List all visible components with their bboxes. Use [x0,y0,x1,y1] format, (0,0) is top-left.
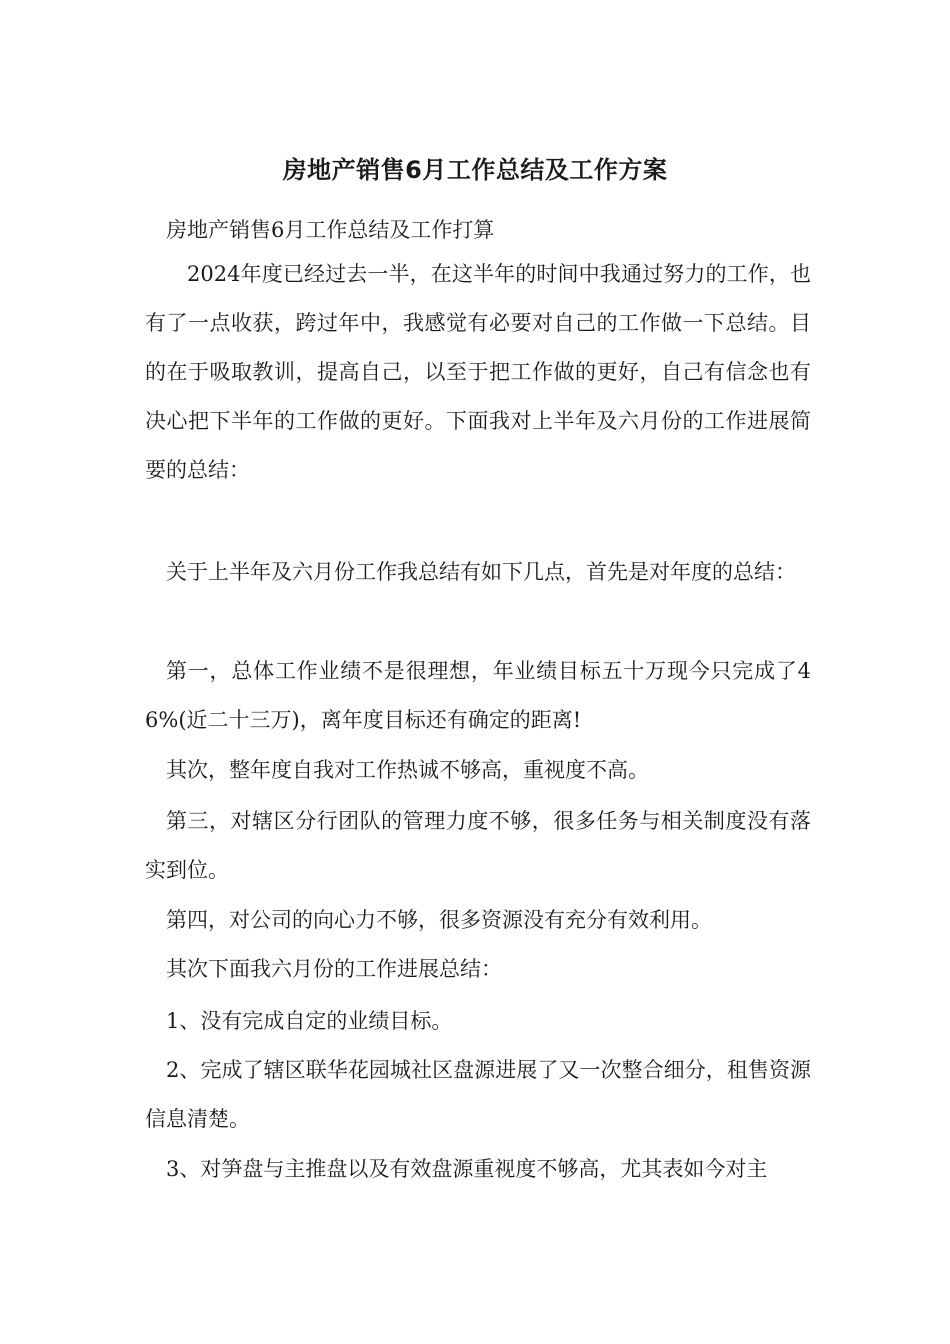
intro-paragraph: 2024年度已经过去一半，在这半年的时间中我通过努力的工作，也有了一点收获，跨过年中，我感觉有必要对自己的工作做一下总结。目的在于吸取教训，提高自己，以至于把工作做的更好，自己有信念也有决心把下半年的工作做的更好。下面我对上半年及六月份的工作进展简要的总结： [145,262,811,482]
summary-lead-paragraph: 关于上半年及六月份工作我总结有如下几点，首先是对年度的总结： [166,560,796,584]
june-lead-paragraph: 其次下面我六月份的工作进展总结： [166,957,502,981]
point-1-paragraph: 第一，总体工作业绩不是很理想，年业绩目标五十万现今只完成了46%(近二十三万)，离年度目标还有确定的距离! [145,659,811,732]
point-2-paragraph: 其次，整年度自我对工作热诚不够高，重视度不高。 [166,758,649,782]
point-4-paragraph: 第四，对公司的向心力不够，很多资源没有充分有效利用。 [166,908,712,932]
document-title: 房地产销售6月工作总结及工作方案 [282,156,668,184]
june-item-3: 3、对笋盘与主推盘以及有效盘源重视度不够高，尤其表如今对主 [166,1157,768,1181]
point-3-paragraph: 第三，对辖区分行团队的管理力度不够，很多任务与相关制度没有落实到位。 [145,809,811,882]
june-item-2: 2、完成了辖区联华花园城社区盘源进展了又一次整合细分，租售资源信息清楚。 [145,1058,811,1131]
june-item-1: 1、没有完成自定的业绩目标。 [166,1009,453,1033]
document-subtitle: 房地产销售6月工作总结及工作打算 [166,218,495,242]
